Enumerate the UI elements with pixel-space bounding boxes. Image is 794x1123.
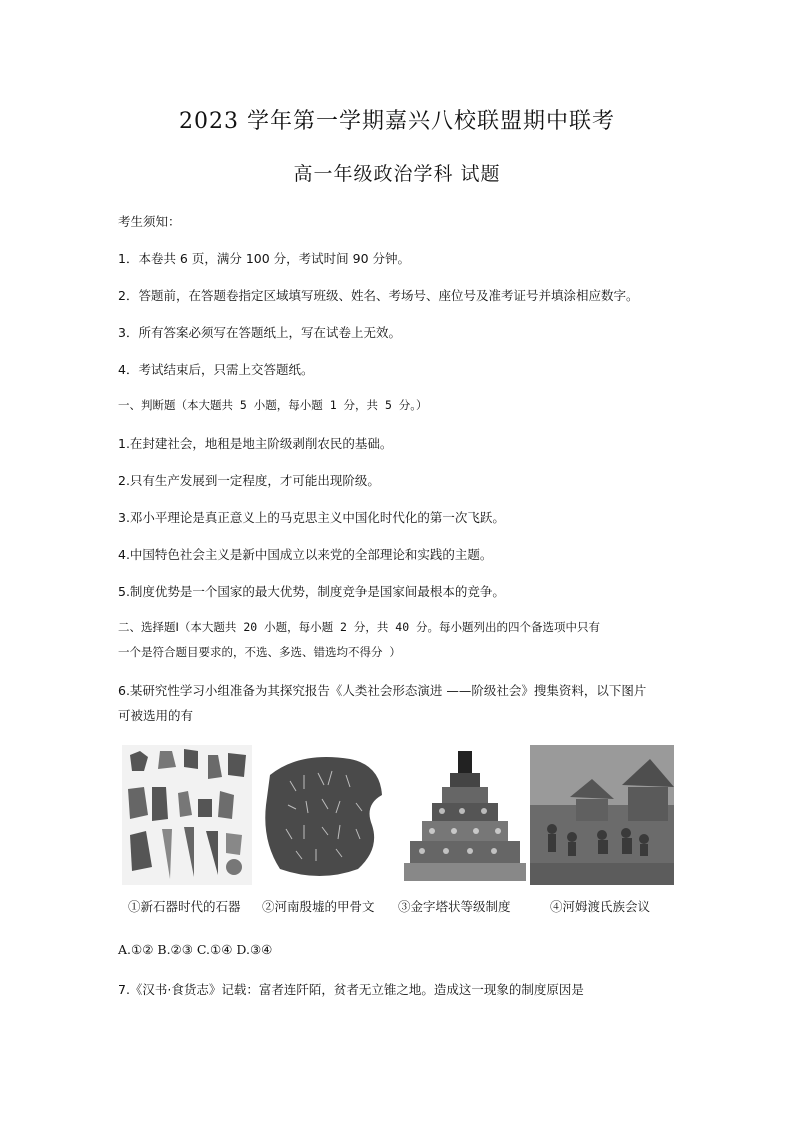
judge-item-2: 2.只有生产发展到一定程度，才可能出现阶级。 xyxy=(118,473,380,488)
q6-options: A.①② B.②③ C.①④ D.③④ xyxy=(118,942,273,957)
exam-title: 2023 学年第一学期嘉兴八校联盟期中联考 xyxy=(179,109,615,134)
notice-heading: 考生须知： xyxy=(118,214,181,229)
caption-3: ③金字塔状等级制度 xyxy=(398,899,511,914)
section2-heading-line1: 二、选择题Ⅰ（本大题共 20 小题，每小题 2 分，共 40 分。每小题列出的四个备选项中只有 xyxy=(118,620,601,634)
judge-item-4: 4.中国特色社会主义是新中国成立以来党的全部理论和实践的主题。 xyxy=(118,547,493,562)
caption-4: ④河姆渡氏族会议 xyxy=(550,899,651,914)
caption-2: ②河南殷墟的甲骨文 xyxy=(262,899,375,914)
notice-item-3: 3．所有答案必须写在答题纸上，写在试卷上无效。 xyxy=(118,325,401,340)
caption-1: ①新石器时代的石器 xyxy=(128,899,241,914)
q6-stem-line2: 可被选用的有 xyxy=(118,708,194,723)
judge-item-5: 5.制度优势是一个国家的最大优势，制度竞争是国家间最根本的竞争。 xyxy=(118,584,505,599)
stone-tools-image xyxy=(122,745,252,885)
pyramid-hierarchy-image xyxy=(402,745,527,885)
judge-item-3: 3.邓小平理论是真正意义上的马克思主义中国化时代化的第一次飞跃。 xyxy=(118,510,505,525)
q6-stem-line1: 6.某研究性学习小组准备为其探究报告《人类社会形态演进 ——阶级社会》搜集资料，以下图片 xyxy=(118,683,647,698)
oracle-bone-image xyxy=(260,745,400,885)
clan-meeting-image xyxy=(530,745,674,885)
section2-heading-line2: 一个是符合题目要求的，不选、多选、错选均不得分 ） xyxy=(118,645,401,659)
q7-stem: 7.《汉书·食货志》记载：富者连阡陌，贫者无立锥之地。造成这一现象的制度原因是 xyxy=(118,982,584,997)
exam-subtitle: 高一年级政治学科 试题 xyxy=(293,163,501,185)
section1-heading: 一、判断题（本大题共 5 小题，每小题 1 分，共 5 分。） xyxy=(118,398,428,412)
notice-item-2: 2．答题前，在答题卷指定区域填写班级、姓名、考场号、座位号及准考证号并填涂相应数字。 xyxy=(118,288,639,303)
judge-item-1: 1.在封建社会，地租是地主阶级剥削农民的基础。 xyxy=(118,436,393,451)
notice-item-4: 4．考试结束后，只需上交答题纸。 xyxy=(118,362,314,377)
notice-item-1: 1．本卷共 6 页，满分 100 分，考试时间 90 分钟。 xyxy=(118,251,411,266)
